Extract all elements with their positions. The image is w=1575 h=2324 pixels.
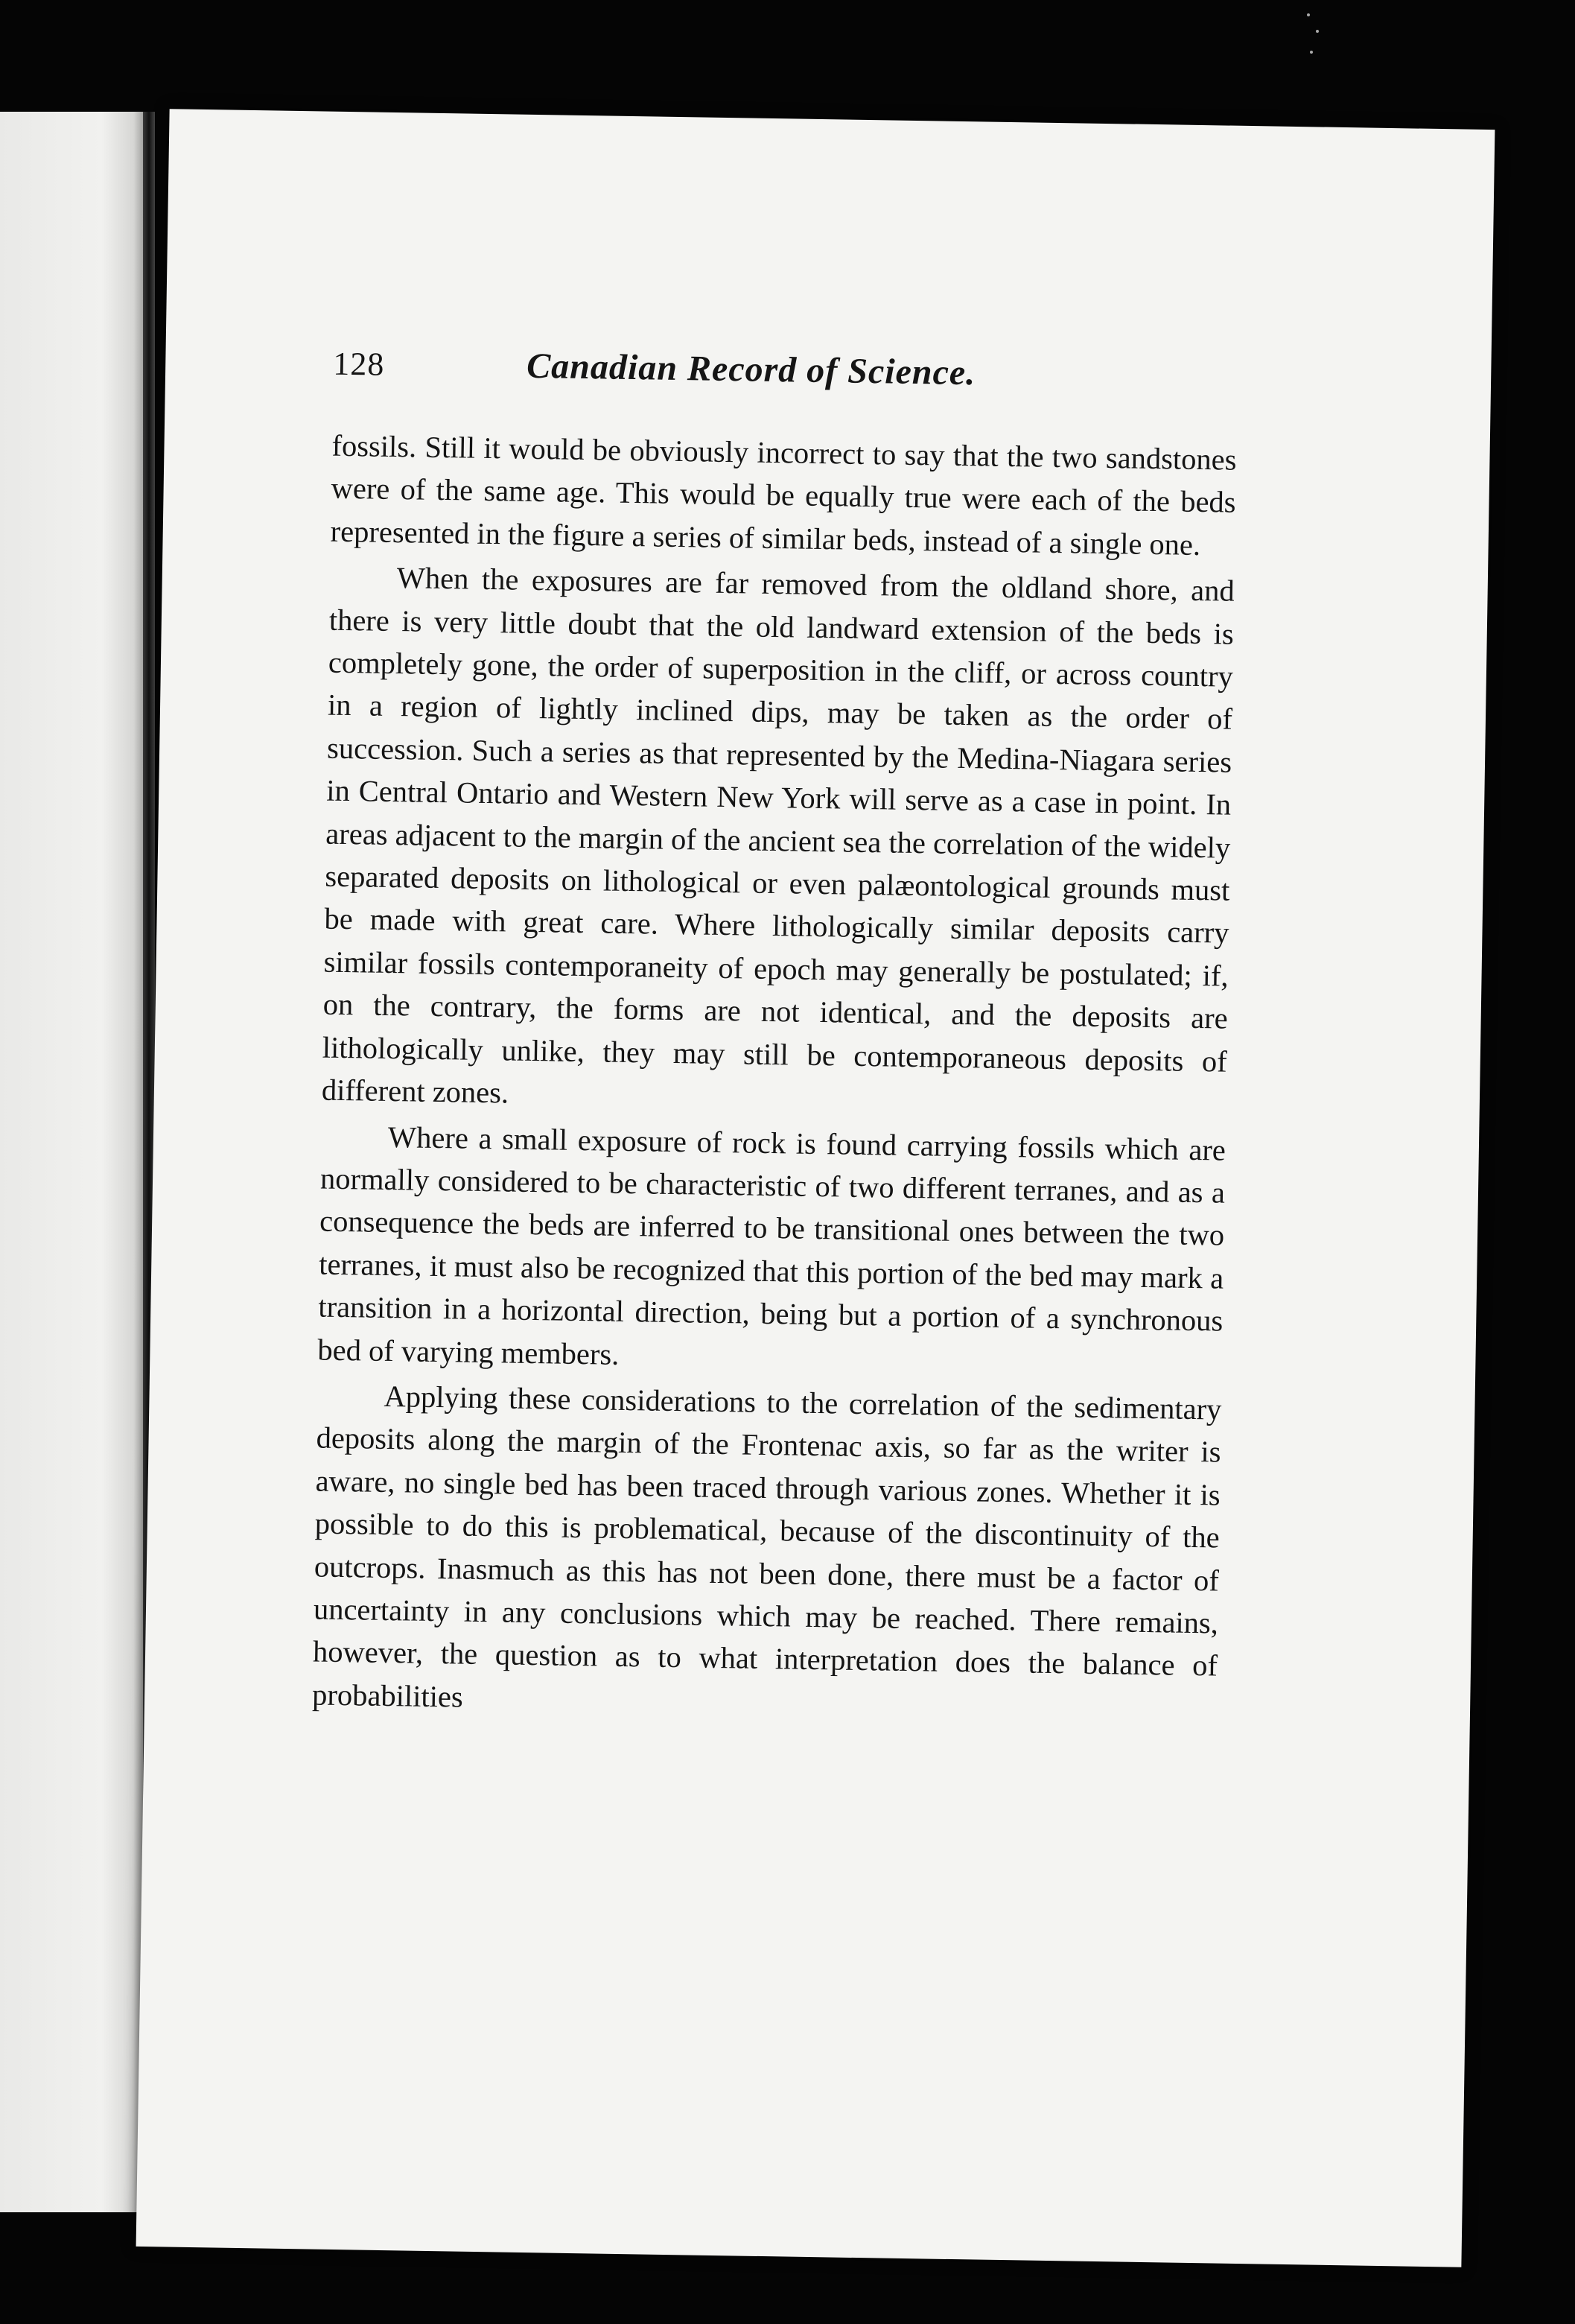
journal-title: Canadian Record of Science. [526,346,976,393]
dust-speck [1316,30,1319,33]
page-text-block [312,343,1238,1730]
paragraph-3: Where a small exposure of rock is found carrying fossils which are normally considered to be characteristic of two different terranes, and as a consequence the beds are inferred to be transitional ones between the two terranes, it must also be recognized that this portion of the bed may mark a transition in a horizontal direction, being but a portion of a synchronous bed of varying members. [317,1120,1226,1371]
paragraph-4: Applying these considerations to the correlation of the sedimentary deposits along the margin of the Frontenac axis, so far as the writer is aware, no single bed has been traced through various zones. Whether it is possible to do this is problematical, because of the discontinuity of the outcrops. Inasmuch as this has not been done, there must be a factor of uncertainty in any conclusions which may be reached. There remains, however, the question as to what interpretation does the balance of probabilities [311,1379,1222,1714]
running-head [332,343,1238,424]
paragraph-2: When the exposures are far removed from the oldland shore, and there is very little doubt that the old landward extension of the beds is completely gone, the order of superposition in the cliff, or across country in a region of lightly inclined dips, may be taken as the order of succession. Such a series as that represented by the Medina-Niagara series in Central Ontario and Western New York will serve as a case in point. In areas adjacent to the margin of the ancient sea the correlation of the widely separated deposits on lithological or even palæontological grounds must be made with great care. Where lithologically similar deposits carry similar fossils contemporaneity of epoch may generally be postulated; if, on the contrary, the forms are not identical, and the deposits are lithologically unlike, they may still be contemporaneous deposits of different zones. [321,561,1235,1110]
paragraph-1: fossils. Still it would be obviously incorrect to say that the two sandstones were of the same age. This would be equally true were each of the beds represented in the figure a series of similar beds, instead of a single one. [330,428,1237,562]
dust-speck [1307,13,1310,16]
dust-speck [1310,51,1313,54]
page-number: 128 [332,345,385,383]
book-page [136,109,1495,2267]
dust-specks [1299,7,1329,67]
facing-page-edge [0,112,145,2212]
